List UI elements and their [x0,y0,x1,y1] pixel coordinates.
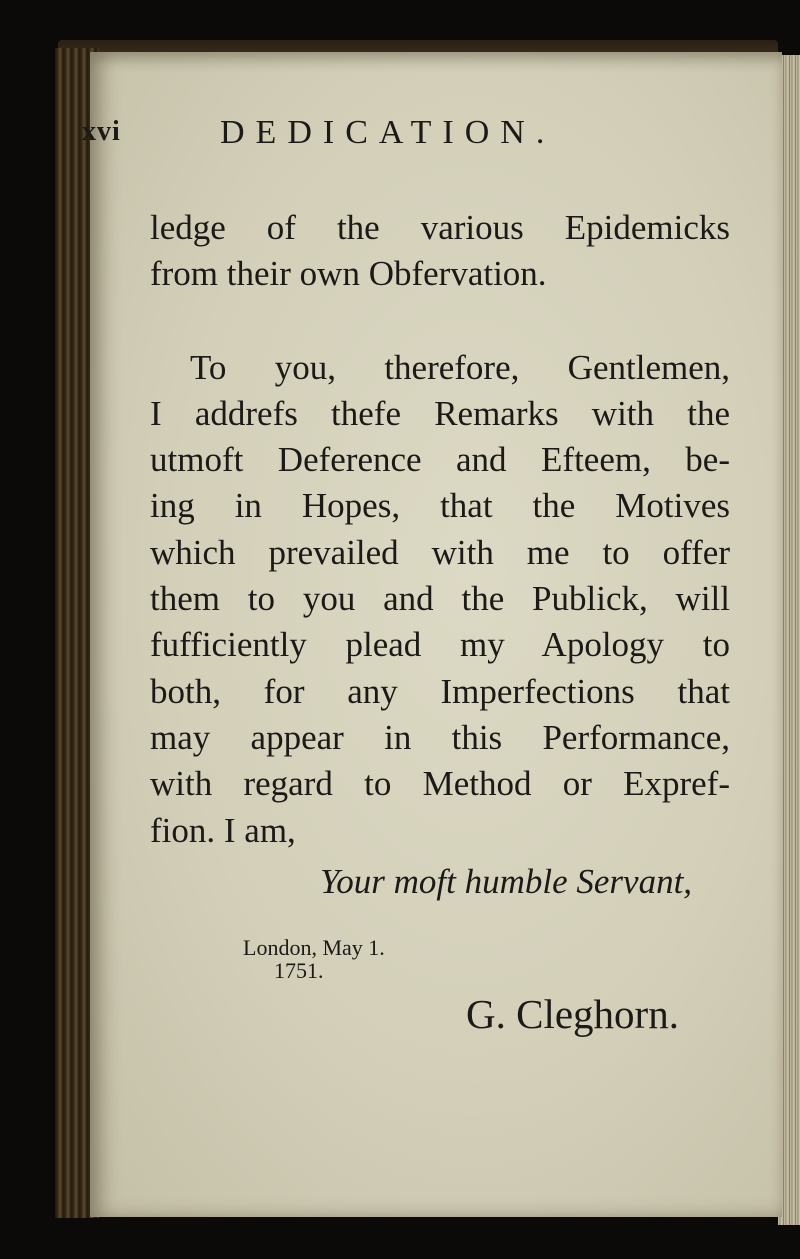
running-head: DEDICATION. [220,114,556,151]
text-line: which prevailed with me to offer [150,532,730,572]
text-line: from their own Obfervation. [150,254,547,294]
author-signature: G. Cleghorn. [466,991,679,1037]
text-line: utmoft Deference and Efteem, be- [150,440,730,480]
text-line: I addrefs thefe Remarks with the [150,393,730,433]
text-line: ledge of the various Epidemicks [150,208,730,247]
dateline-place: London, May 1. [243,935,385,960]
dedication-body [150,205,730,854]
dateline-year: 1751. [274,958,324,983]
paragraph-gap [150,298,730,345]
text-line: with regard to Method or Expref- [150,764,730,804]
text-line: both, for any Imperfections that [150,671,730,711]
page-number: xvi [82,116,121,147]
text-line: fufficiently plead my Apology to [150,625,730,665]
text-line: To you, therefore, Gentlemen, [190,347,730,387]
text-line: them to you and the Publick, will [150,579,730,619]
text-line: fion. I am, [150,810,296,850]
text-line: ing in Hopes, that the Motives [150,486,730,526]
valediction: Your moft humble Servant, [320,862,693,901]
page-header [0,110,800,150]
text-line: may appear in this Performance, [150,717,730,757]
